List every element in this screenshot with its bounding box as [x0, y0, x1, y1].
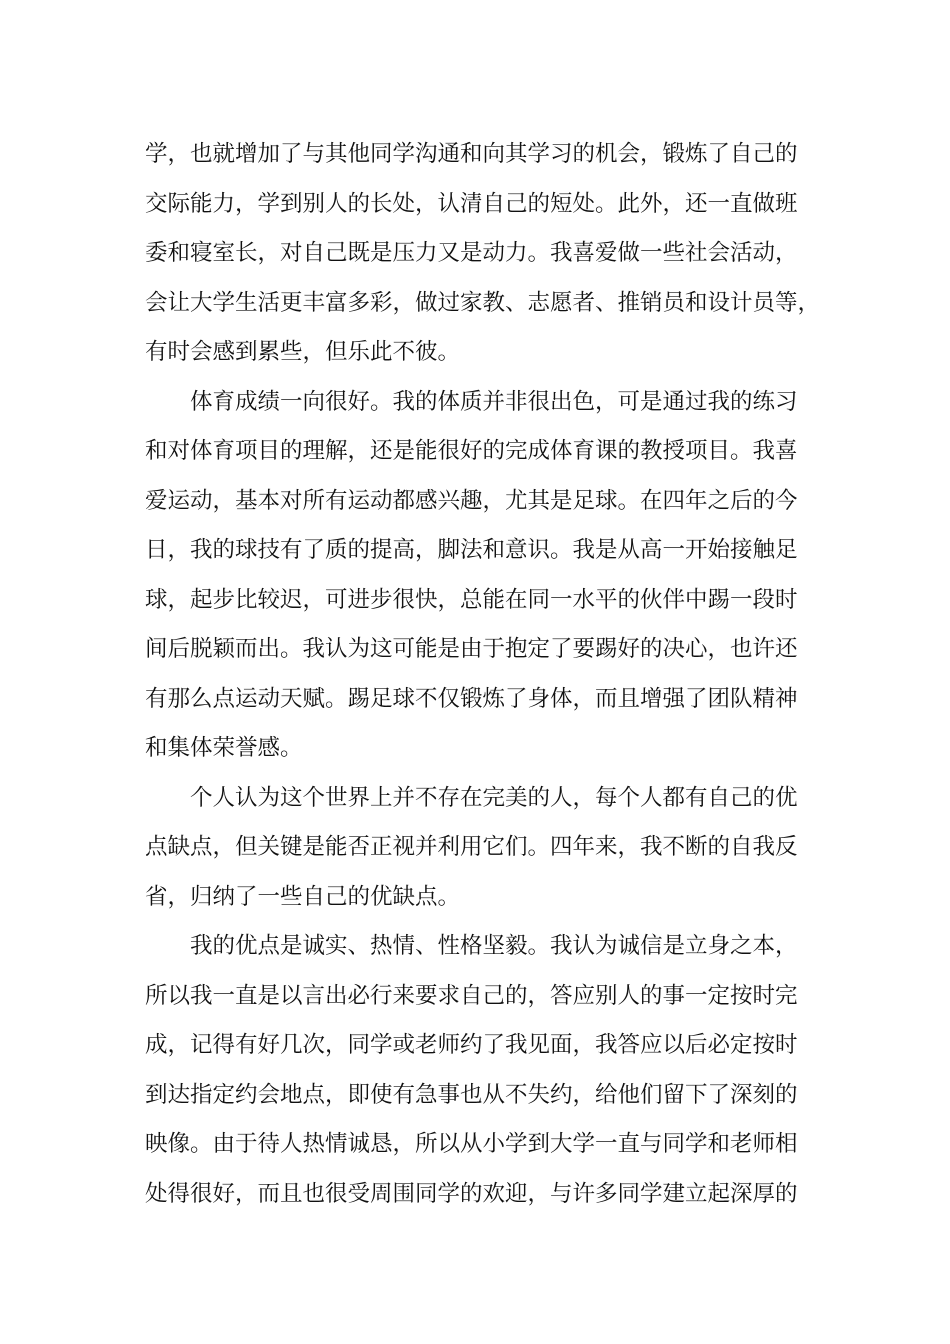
- text-line: 所以我一直是以言出必行来要求自己的，答应别人的事一定按时完: [145, 982, 798, 1009]
- text-line: 会让大学生活更丰富多彩，做过家教、志愿者、推销员和设计员等，: [145, 289, 821, 316]
- text-line: 我的优点是诚实、热情、性格坚毅。我认为诚信是立身之本，: [190, 933, 798, 959]
- text-line: 映像。由于待人热情诚恳，所以从小学到大学一直与同学和老师相: [145, 1131, 798, 1157]
- text-line: 学，也就增加了与其他同学沟通和向其学习的机会，锻炼了自己的: [145, 141, 798, 167]
- text-line: 有时会感到累些，但乐此不彼。: [145, 339, 461, 365]
- text-line: 个人认为这个世界上并不存在完美的人，每个人都有自己的优: [190, 784, 798, 811]
- text-line: 省，归纳了一些自己的优缺点。: [145, 883, 461, 910]
- text-line: 日，我的球技有了质的提高，脚法和意识。我是从高一开始接触足: [145, 537, 798, 563]
- text-line: 爱运动，基本对所有运动都感兴趣，尤其是足球。在四年之后的今: [145, 487, 798, 514]
- text-line: 有那么点运动天赋。踢足球不仅锻炼了身体，而且增强了团队精神: [145, 685, 798, 712]
- text-line: 成，记得有好几次，同学或老师约了我见面，我答应以后必定按时: [145, 1032, 798, 1058]
- text-line: 体育成绩一向很好。我的体质并非很出色，可是通过我的练习: [190, 388, 798, 415]
- text-line: 和集体荣誉感。: [145, 735, 303, 761]
- text-line: 处得很好，而且也很受周围同学的欢迎，与许多同学建立起深厚的: [145, 1180, 798, 1207]
- text-line: 委和寝室长，对自己既是压力又是动力。我喜爱做一些社会活动，: [145, 240, 798, 266]
- text-line: 球，起步比较迟，可进步很快，总能在同一水平的伙伴中踢一段时: [145, 586, 798, 613]
- text-line: 交际能力，学到别人的长处，认清自己的短处。此外，还一直做班: [145, 190, 798, 217]
- text-line: 间后脱颖而出。我认为这可能是由于抱定了要踢好的决心，也许还: [145, 636, 798, 662]
- text-line: 和对体育项目的理解，还是能很好的完成体育课的教授项目。我喜: [145, 438, 798, 464]
- body-text: [145, 130, 825, 1219]
- text-line: 到达指定约会地点，即使有急事也从不失约，给他们留下了深刻的: [145, 1081, 798, 1108]
- text-line: 点缺点，但关键是能否正视并利用它们。四年来，我不断的自我反: [145, 834, 798, 860]
